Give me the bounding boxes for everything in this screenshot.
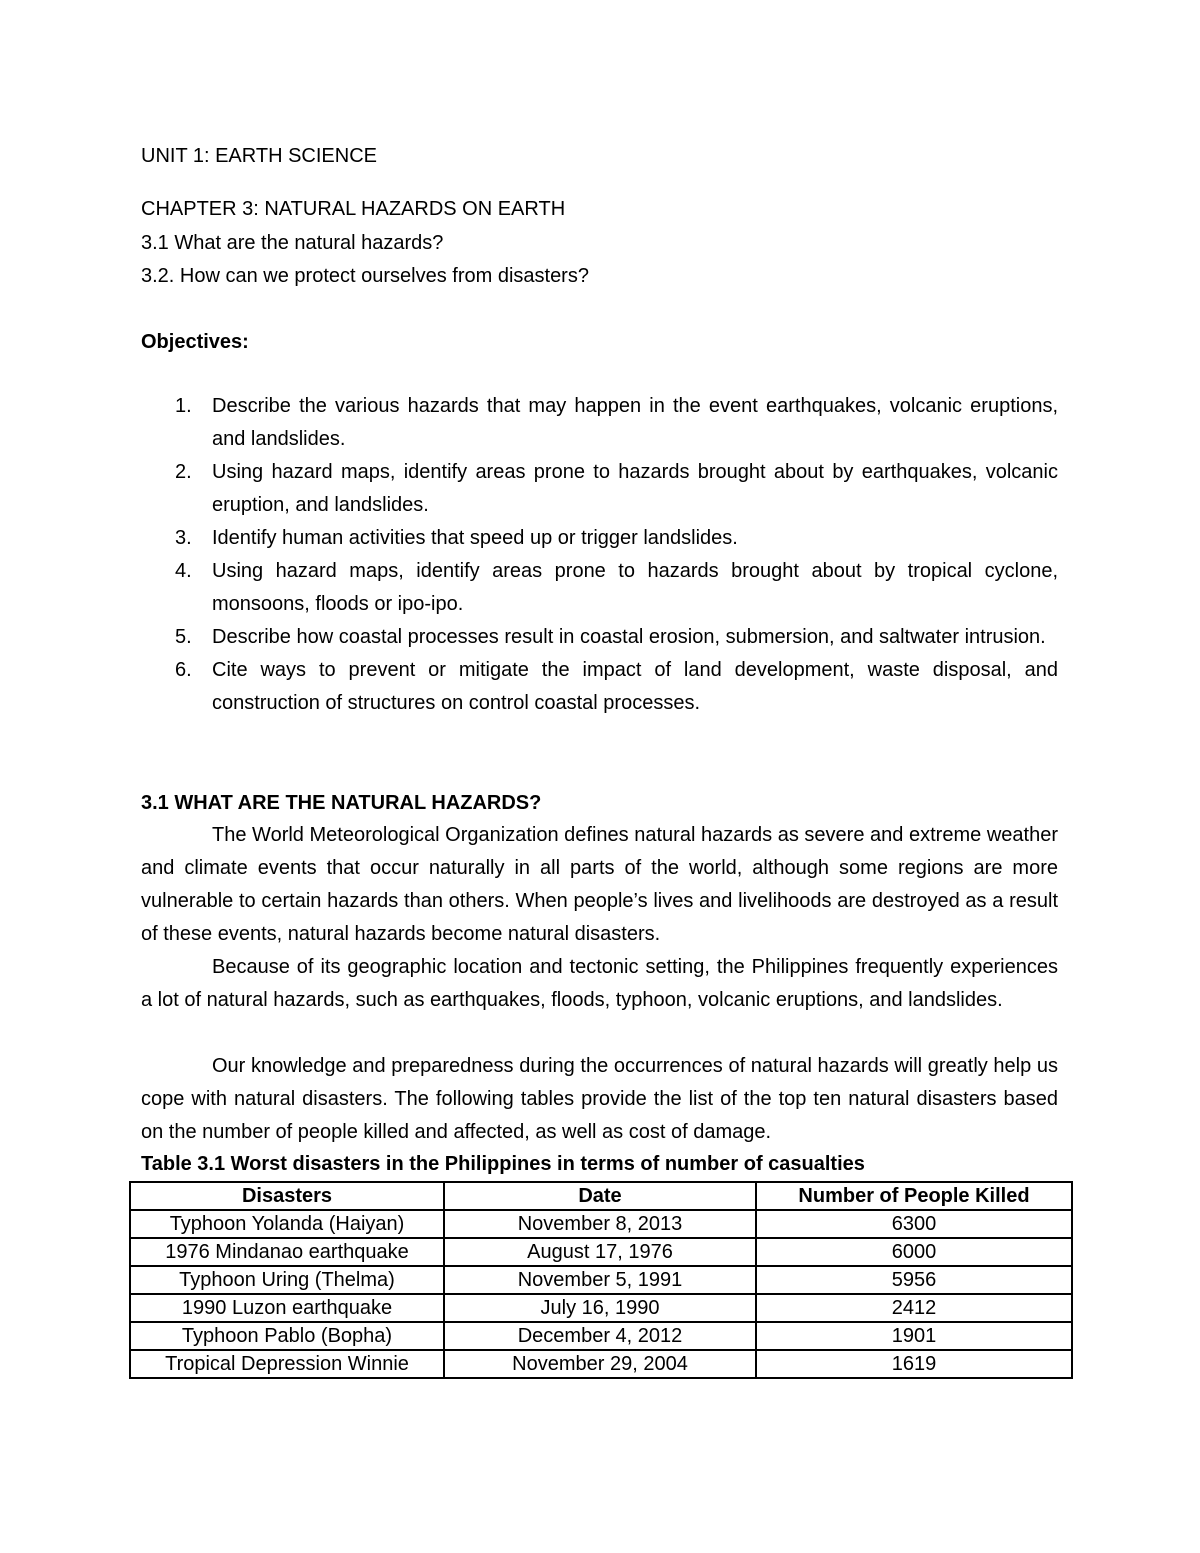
- cell-killed: 2412: [756, 1294, 1072, 1322]
- objective-text: Describe the various hazards that may happen in the event earthquakes, volcanic eruptions, and landslides.: [212, 395, 1058, 450]
- body-paragraph: The World Meteorological Organization defines natural hazards as severe and extreme weather and climate events that occur naturally in all parts of the world, although some regions are more vulnerable to certain hazards than others. When people’s lives and livelihoods are destroyed as a result of these events, natural hazards become natural disasters.: [141, 824, 1058, 945]
- objective-number: 5.: [175, 626, 192, 648]
- header-disasters: Disasters: [130, 1182, 444, 1210]
- objective-item: [141, 522, 1058, 555]
- objective-item: [141, 621, 1058, 654]
- cell-disaster: Typhoon Uring (Thelma): [130, 1266, 444, 1294]
- objective-text: Cite ways to prevent or mitigate the impact of land development, waste disposal, and construction of structures on control coastal processes.: [212, 659, 1058, 714]
- header-people-killed: Number of People Killed: [756, 1182, 1072, 1210]
- table-header-row: [130, 1182, 1072, 1210]
- objectives-list: [141, 390, 1058, 720]
- section-heading: 3.1 WHAT ARE THE NATURAL HAZARDS?: [141, 792, 542, 814]
- cell-killed: 1619: [756, 1350, 1072, 1378]
- table-row: [130, 1350, 1072, 1378]
- cell-date: December 4, 2012: [444, 1322, 756, 1350]
- cell-date: November 29, 2004: [444, 1350, 756, 1378]
- objective-text: Identify human activities that speed up or trigger landslides.: [212, 527, 738, 549]
- header-date: Date: [444, 1182, 756, 1210]
- objective-text: Describe how coastal processes result in coastal erosion, submersion, and saltwater intrusion.: [212, 626, 1046, 648]
- cell-date: July 16, 1990: [444, 1294, 756, 1322]
- table-row: [130, 1238, 1072, 1266]
- objective-item: [141, 654, 1058, 720]
- cell-disaster: Tropical Depression Winnie: [130, 1350, 444, 1378]
- cell-killed: 1901: [756, 1322, 1072, 1350]
- objective-number: 3.: [175, 527, 192, 549]
- body-paragraph: Because of its geographic location and tectonic setting, the Philippines frequently experiences a lot of natural hazards, such as earthquakes, floods, typhoon, volcanic eruptions, and landslides.: [141, 956, 1058, 1011]
- body-paragraph: Our knowledge and preparedness during the occurrences of natural hazards will greatly help us cope with natural disasters. The following tables provide the list of the top ten natural disasters based on the number of people killed and affected, as well as cost of damage.: [141, 1055, 1058, 1143]
- disasters-table: [129, 1181, 1073, 1379]
- objective-text: Using hazard maps, identify areas prone to hazards brought about by earthquakes, volcanic eruption, and landslides.: [212, 461, 1058, 516]
- objective-item: [141, 456, 1058, 522]
- cell-date: August 17, 1976: [444, 1238, 756, 1266]
- objective-number: 6.: [175, 659, 192, 681]
- table-row: [130, 1322, 1072, 1350]
- objective-item: [141, 555, 1058, 621]
- cell-disaster: 1990 Luzon earthquake: [130, 1294, 444, 1322]
- subtopic-1: 3.1 What are the natural hazards?: [141, 232, 444, 254]
- table-row: [130, 1294, 1072, 1322]
- cell-killed: 5956: [756, 1266, 1072, 1294]
- table-row: [130, 1210, 1072, 1238]
- cell-disaster: Typhoon Yolanda (Haiyan): [130, 1210, 444, 1238]
- cell-date: November 5, 1991: [444, 1266, 756, 1294]
- objective-number: 1.: [175, 395, 192, 417]
- objective-number: 4.: [175, 560, 192, 582]
- chapter-heading: CHAPTER 3: NATURAL HAZARDS ON EARTH: [141, 198, 566, 220]
- objective-number: 2.: [175, 461, 192, 483]
- unit-heading: UNIT 1: EARTH SCIENCE: [141, 145, 377, 167]
- table-row: [130, 1266, 1072, 1294]
- table-caption: Table 3.1 Worst disasters in the Philippines in terms of number of casualties: [141, 1153, 865, 1175]
- cell-killed: 6000: [756, 1238, 1072, 1266]
- objective-text: Using hazard maps, identify areas prone to hazards brought about by tropical cyclone, monsoons, floods or ipo-ipo.: [212, 560, 1058, 615]
- cell-date: November 8, 2013: [444, 1210, 756, 1238]
- subtopic-2: 3.2. How can we protect ourselves from disasters?: [141, 265, 589, 287]
- cell-killed: 6300: [756, 1210, 1072, 1238]
- cell-disaster: Typhoon Pablo (Bopha): [130, 1322, 444, 1350]
- cell-disaster: 1976 Mindanao earthquake: [130, 1238, 444, 1266]
- objective-item: [141, 390, 1058, 456]
- objectives-label: Objectives:: [141, 331, 249, 353]
